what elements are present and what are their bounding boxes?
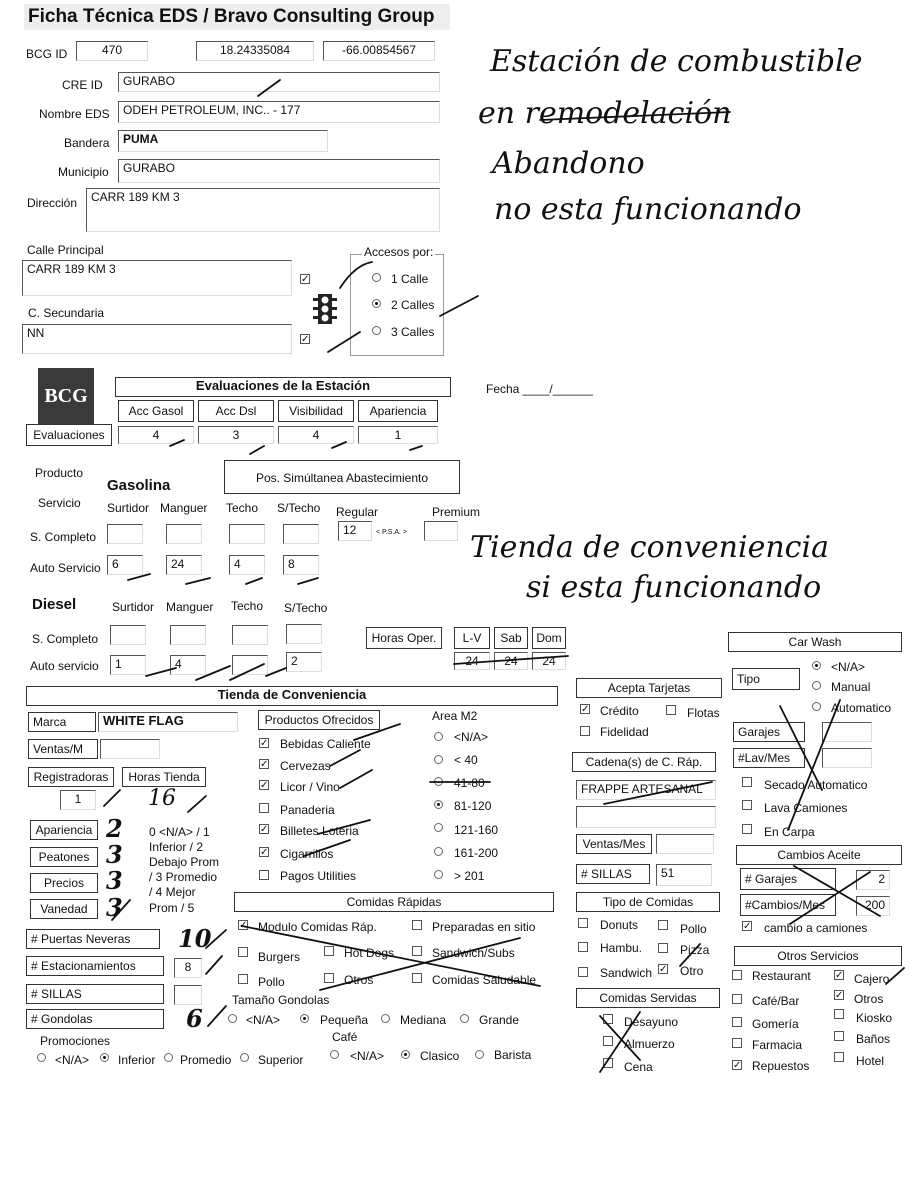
calle-secundaria-label: C. Secundaria xyxy=(28,306,105,320)
gondolas-label: # Gondolas xyxy=(26,1009,164,1029)
prod-licor-label: Licor / Vino xyxy=(280,780,340,794)
horas-tienda-value: 16 xyxy=(148,786,176,811)
accesos-3-label: 3 Calles xyxy=(391,325,435,339)
bcg-logo: BCG xyxy=(38,368,94,424)
accesos-2-label: 2 Calles xyxy=(391,298,435,312)
horas-lv-value[interactable]: 24 xyxy=(454,652,490,670)
area-121-160-label: 121-160 xyxy=(454,823,499,837)
area-m2-label: Area M2 xyxy=(432,709,478,723)
scale-line-0: 0 <N/A> / 1 xyxy=(149,825,210,839)
area-81-120-label: 81-120 xyxy=(454,799,492,813)
evaluaciones-header: Evaluaciones de la Estación xyxy=(115,377,451,397)
ventas-m-label: Ventas/M xyxy=(28,739,98,759)
promo-promedio-label: Promedio xyxy=(180,1053,232,1067)
hotdogs-label: Hot Dogs xyxy=(344,946,395,960)
registradoras-label: Registradoras xyxy=(28,767,114,787)
calle-secundaria-check[interactable]: ✓ xyxy=(301,334,310,345)
registradoras-field[interactable]: 1 xyxy=(60,790,96,810)
lav-mes-label: #Lav/Mes xyxy=(733,748,805,768)
prod-cervezas-check[interactable]: ✓ xyxy=(260,759,269,770)
bcg-id-label: BCG ID xyxy=(26,47,68,61)
prod-pagos-label: Pagos Utilities xyxy=(280,869,357,883)
fidelidad-label: Fidelidad xyxy=(600,725,649,739)
note-line-3: Abandono xyxy=(492,146,645,181)
lava-camiones-label: Lava Camiones xyxy=(764,801,848,815)
gondolas-value: 6 xyxy=(186,1004,203,1033)
cafe-bar-label: Café/Bar xyxy=(752,994,800,1008)
prod-billetes-check[interactable]: ✓ xyxy=(260,824,269,835)
calle-principal-label: Calle Principal xyxy=(27,243,104,257)
cambios-aceite-header: Cambios Aceite xyxy=(736,845,902,865)
note-tienda-1: Tienda de conveniencia xyxy=(470,530,829,565)
tipo-pollo-label: Pollo xyxy=(680,922,707,936)
tipo-comidas-header: Tipo de Comidas xyxy=(576,892,720,912)
estacionamientos-label: # Estacionamientos xyxy=(26,956,164,976)
hambu-label: Hambu. xyxy=(600,941,643,955)
municipio-label: Municipio xyxy=(58,165,109,179)
cw-manual-label: Manual xyxy=(831,680,871,694)
dsl-s-completo-label: S. Completo xyxy=(32,632,99,646)
ventas-mes-label: Ventas/Mes xyxy=(576,834,652,854)
precios-value: 3 xyxy=(106,866,123,895)
dsl-techo-header: Techo xyxy=(231,599,264,613)
diesel-title: Diesel xyxy=(32,596,77,613)
visibilidad-header: Visibilidad xyxy=(278,400,354,422)
pos-simultanea-box: Pos. Simúltanea Abastecimiento xyxy=(224,460,460,494)
nombre-label: Nombre EDS xyxy=(39,107,110,121)
gas-as-surtidor[interactable]: 6 xyxy=(107,555,143,575)
cafe-na-label: <N/A> xyxy=(350,1049,385,1063)
tamano-gondolas-label: Tamaño Gondolas xyxy=(232,993,330,1007)
preparadas-label: Preparadas en sitio xyxy=(432,920,536,934)
tienda-sillas-label: # SILLAS xyxy=(26,984,164,1004)
horas-sab-value[interactable]: 24 xyxy=(494,652,528,670)
acc-gasol-header: Acc Gasol xyxy=(118,400,194,422)
puertas-label: # Puertas Neveras xyxy=(26,929,160,949)
prod-bebidas-check[interactable]: ✓ xyxy=(260,738,269,749)
gas-stecho-header: S/Techo xyxy=(277,501,321,515)
marca-field[interactable]: WHITE FLAG xyxy=(98,712,238,732)
dsl-as-stecho[interactable]: 2 xyxy=(286,652,322,672)
prod-cigarrillos-check[interactable]: ✓ xyxy=(260,847,269,858)
area-40-label: < 40 xyxy=(454,753,478,767)
area-201-label: > 201 xyxy=(454,869,485,883)
cre-id-label: CRE ID xyxy=(62,78,103,92)
prod-bebidas-label: Bebidas Caliente xyxy=(280,737,371,751)
donuts-label: Donuts xyxy=(600,918,639,932)
horas-dom-value[interactable]: 24 xyxy=(532,652,566,670)
cadena-field[interactable]: FRAPPE ARTESANAL xyxy=(576,780,716,800)
horas-sab-header: Sab xyxy=(494,627,528,649)
peatones-label: Peatones xyxy=(30,847,98,867)
aceite-garajes-label: # Garajes xyxy=(740,868,836,890)
promo-superior-label: Superior xyxy=(258,1053,304,1067)
garajes-label: Garajes xyxy=(733,722,805,742)
marca-label: Marca xyxy=(28,712,96,732)
secado-label: Secado Automatico xyxy=(764,778,868,792)
prod-cervezas-label: Cervezas xyxy=(280,759,331,773)
scale-line-1: Inferior / 2 xyxy=(149,840,204,854)
pollo-label: Pollo xyxy=(258,975,285,989)
credito-check[interactable]: ✓ xyxy=(581,704,590,715)
acc-dsl-value[interactable]: 3 xyxy=(198,426,274,444)
cajero-label: Cajero xyxy=(854,972,890,986)
note-tienda-2: si esta funcionando xyxy=(526,570,822,605)
gas-as-manguer[interactable]: 24 xyxy=(166,555,202,575)
area-161-200-label: 161-200 xyxy=(454,846,499,860)
direccion-field[interactable]: CARR 189 KM 3 xyxy=(86,188,440,232)
en-carpa-label: En Carpa xyxy=(764,825,815,839)
repuestos-check[interactable]: ✓ xyxy=(733,1060,742,1071)
tam-grande-label: Grande xyxy=(479,1013,520,1027)
tipo-otro-check[interactable]: ✓ xyxy=(659,964,668,975)
acepta-tarjetas-header: Acepta Tarjetas xyxy=(576,678,722,698)
note-line-4: no esta funcionando xyxy=(494,192,802,227)
otros-serv-check[interactable]: ✓ xyxy=(835,990,844,1001)
gas-as-techo[interactable]: 4 xyxy=(229,555,265,575)
producto-label: Producto xyxy=(35,466,84,480)
accesos-label: Accesos por: xyxy=(364,245,434,259)
dsl-auto-servicio-label: Auto servicio xyxy=(30,659,99,673)
cambios-mes-field[interactable]: 200 xyxy=(856,896,890,916)
promociones-label: Promociones xyxy=(40,1034,111,1048)
cajero-check[interactable]: ✓ xyxy=(835,970,844,981)
cadena-label: Cadena(s) de C. Ráp. xyxy=(572,752,716,772)
scale-line-5: Prom / 5 xyxy=(149,901,195,915)
comidas-rapidas-header: Comidas Rápidas xyxy=(234,892,554,912)
nombre-field[interactable]: ODEH PETROLEUM, INC.. - 177 xyxy=(118,101,440,123)
otros-serv-label: Otros xyxy=(854,992,884,1006)
otros-servicios-header: Otros Servicios xyxy=(734,946,902,966)
fecha-field[interactable]: Fecha ____/______ xyxy=(486,382,593,396)
comidas-servidas-header: Comidas Servidas xyxy=(576,988,720,1008)
cw-na-label: <N/A> xyxy=(831,660,866,674)
cre-id-field[interactable]: GURABO xyxy=(118,72,440,92)
gas-techo-header: Techo xyxy=(226,501,259,515)
precios-label: Precios xyxy=(30,873,98,893)
tienda-header: Tienda de Conveniencia xyxy=(26,686,558,706)
acc-dsl-header: Acc Dsl xyxy=(198,400,274,422)
apariencia-header: Apariencia xyxy=(358,400,438,422)
restaurant-label: Restaurant xyxy=(752,969,811,983)
visibilidad-value[interactable]: 4 xyxy=(278,426,354,444)
modulo-comidas-label: Modulo Comidas Ráp. xyxy=(258,920,377,934)
prod-cigarrillos-label: Cigarrillos xyxy=(280,847,334,861)
regular-label: Regular xyxy=(336,505,379,519)
area-na-label: <N/A> xyxy=(454,730,489,744)
cambio-camiones-label: cambio a camiones xyxy=(764,921,868,935)
tipo-otro-label: Otro xyxy=(680,964,704,978)
cafe-clasico-label: Clasico xyxy=(420,1049,460,1063)
modulo-comidas-check[interactable]: ✓ xyxy=(239,920,248,931)
form-title: Ficha Técnica EDS / Bravo Consulting Group xyxy=(24,4,450,30)
otros-comida-label: Otros xyxy=(344,973,374,987)
horas-lv-header: L-V xyxy=(454,627,490,649)
evaluaciones-tab[interactable]: Evaluaciones xyxy=(26,424,112,446)
peatones-value: 3 xyxy=(106,840,123,869)
acc-gasol-value[interactable]: 4 xyxy=(118,426,194,444)
scale-line-2: Debajo Prom xyxy=(149,855,220,869)
gomeria-label: Gomería xyxy=(752,1017,799,1031)
variedad-label: Vanedad xyxy=(30,899,98,919)
gas-surtidor-header: Surtidor xyxy=(107,501,150,515)
apariencia-value: 2 xyxy=(106,814,123,843)
cena-label: Cena xyxy=(624,1060,653,1074)
puertas-value: 10 xyxy=(178,924,212,953)
carwash-tipo-label: Tipo xyxy=(732,668,800,690)
variedad-value: 3 xyxy=(106,893,123,922)
gas-as-stecho[interactable]: 8 xyxy=(283,555,319,575)
banos-label: Baños xyxy=(856,1032,891,1046)
gasolina-title: Gasolina xyxy=(107,477,171,494)
farmacia-label: Farmacia xyxy=(752,1038,803,1052)
aceite-garajes-field[interactable]: 2 xyxy=(856,870,890,890)
tam-pequena-label: Pequeña xyxy=(320,1013,369,1027)
psa-label: < P.S.A. > xyxy=(376,529,408,536)
saludable-label: Comidas Saludable xyxy=(432,973,537,987)
cambios-mes-label: #Cambios/Mes xyxy=(740,894,836,916)
direccion-label: Dirección xyxy=(27,196,78,210)
burgers-label: Burgers xyxy=(258,950,301,964)
gas-s-completo-label: S. Completo xyxy=(30,530,97,544)
horas-tienda-label: Horas Tienda xyxy=(122,767,206,787)
accesos-1-label: 1 Calle xyxy=(391,272,429,286)
area-41-80-label: 41-80 xyxy=(454,776,485,790)
scale-line-3: / 3 Promedio xyxy=(149,870,218,884)
premium-label: Premium xyxy=(432,505,481,519)
dsl-as-manguer[interactable]: 4 xyxy=(170,655,206,675)
tam-na-label: <N/A> xyxy=(246,1013,281,1027)
servicio-label: Servicio xyxy=(38,496,81,510)
calle-secundaria-field[interactable]: NN xyxy=(22,324,292,354)
note-line-2: en remodelación xyxy=(478,96,732,131)
almuerzo-label: Almuerzo xyxy=(624,1037,675,1051)
credito-label: Crédito xyxy=(600,704,639,718)
estacionamientos-field[interactable]: 8 xyxy=(174,958,202,978)
bcg-id-field[interactable]: 470 xyxy=(76,41,148,61)
comidas-sillas-field[interactable]: 51 xyxy=(656,864,712,886)
promo-inferior-label: Inferior xyxy=(118,1053,156,1067)
cambio-camiones-check[interactable]: ✓ xyxy=(743,921,752,932)
gas-auto-servicio-label: Auto Servicio xyxy=(30,561,101,575)
apariencia-label: Apariencia xyxy=(30,820,98,840)
prod-panaderia-label: Panaderia xyxy=(280,803,335,817)
hotel-label: Hotel xyxy=(856,1054,885,1068)
comidas-sillas-label: # SILLAS xyxy=(576,864,650,884)
bandera-label: Bandera xyxy=(64,136,110,150)
carwash-header: Car Wash xyxy=(728,632,902,652)
promo-na-label: <N/A> xyxy=(55,1053,90,1067)
dsl-manguer-header: Manguer xyxy=(166,600,214,614)
kiosko-label: Kiosko xyxy=(856,1011,893,1025)
apariencia-value[interactable]: 1 xyxy=(358,426,438,444)
cw-auto-label: Automatico xyxy=(831,701,892,715)
cafe-barista-label: Barista xyxy=(494,1048,532,1062)
horas-oper-header: Horas Oper. xyxy=(366,627,442,649)
dsl-stecho-header: S/Techo xyxy=(284,601,328,615)
latitude-field[interactable]: 18.24335084 xyxy=(196,41,314,61)
pizza-label: Pizza xyxy=(680,943,710,957)
repuestos-label: Repuestos xyxy=(752,1059,810,1073)
note-line-1: Estación de combustible xyxy=(490,44,863,79)
cafe-label: Café xyxy=(332,1030,358,1044)
tam-mediana-label: Mediana xyxy=(400,1013,447,1027)
gas-manguer-header: Manguer xyxy=(160,501,208,515)
municipio-field[interactable]: GURABO xyxy=(118,159,440,183)
productos-label: Productos Ofrecidos xyxy=(258,710,380,730)
desayuno-label: Desayuno xyxy=(624,1015,679,1029)
bandera-field[interactable]: PUMA xyxy=(118,130,328,152)
calle-principal-check[interactable]: ✓ xyxy=(301,274,310,285)
horas-dom-header: Dom xyxy=(532,627,566,649)
prod-billetes-label: Billetes Loteria xyxy=(280,824,359,838)
scale-line-4: / 4 Mejor xyxy=(149,885,196,899)
prod-licor-check[interactable]: ✓ xyxy=(260,780,269,791)
tipo-sandwich-label: Sandwich xyxy=(600,966,653,980)
sandwich-subs-label: Sandwich/Subs xyxy=(432,946,515,960)
flotas-label: Flotas xyxy=(687,706,720,720)
regular-value[interactable]: 12 xyxy=(338,521,372,541)
dsl-surtidor-header: Surtidor xyxy=(112,600,155,614)
calle-principal-field[interactable]: CARR 189 KM 3 xyxy=(22,260,292,296)
longitude-field[interactable]: -66.00854567 xyxy=(323,41,435,61)
dsl-as-surtidor[interactable]: 1 xyxy=(110,655,146,675)
